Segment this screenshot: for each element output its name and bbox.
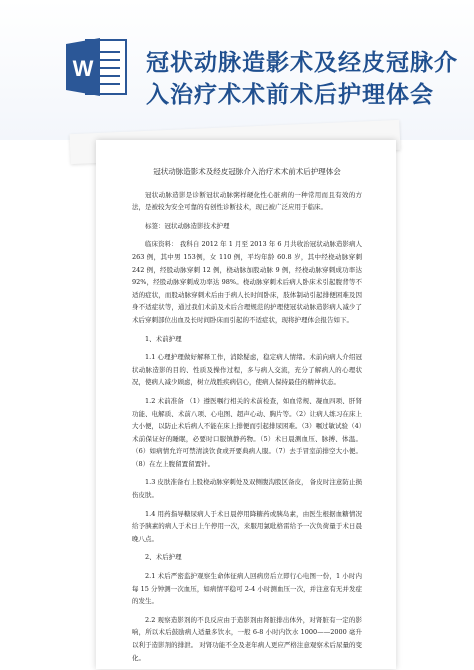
section-heading-postop: 2、术后护理 bbox=[145, 553, 182, 562]
keywords-paragraph: 标签：冠状动脉造影技术护理 bbox=[145, 221, 230, 230]
clinical-data-paragraph: 临床资料： 我科自 2012 年 1 月至 2013 年 6 月共收治冠状动脉造影病人263 例，其中男 153例，女 110 例，平均年龄 60.8 岁，其中经桡动脉穿刺 242 例，经股动脉穿刺 12 例，桡动脉加股动脉 9 例，经桡动脉穿刺成功率达92%，经股动脉穿刺成功率达 98%。桡动脉穿刺术后病人卧床术引起腹背等不适的症状，而股动脉穿刺术后由于病人长时间卧床，肢体制动引起排便困难及因身不适症状等，通过我们术前及术后合理规范的护理使冠状动脉造影病人减少了术后穿刺部位出血及长时间卧床而引起的不适症状，现将护理体会报告如下。 bbox=[132, 240, 362, 324]
page-title-line-2: 入治疗术术前术后护理体会 bbox=[146, 82, 434, 108]
document-body bbox=[132, 160, 362, 670]
logo-letter: W bbox=[72, 56, 94, 81]
paragraph-1-4: 1.4 用药指导糖尿病人于术日晨停用降糖药或胰岛素，由医生根据血糖情况给予胰素的病人于术日上午停用一次，来服用氯吡格雷给予一次负荷量于术日晨晚八点。 bbox=[132, 509, 362, 543]
word-document-icon bbox=[64, 36, 128, 98]
paragraph-1-3: 1.3 皮肤准备右上股桡动脉穿刺处及双侧腹沟股区备皮， 备皮时注意防止损伤皮肤。 bbox=[132, 478, 362, 500]
document-title: 冠状动脉造影术及经皮冠脉介入治疗术术前术后护理体会 bbox=[153, 167, 341, 176]
section-heading-preop: 1、术前护理 bbox=[145, 334, 182, 343]
paragraph-2-1: 2.1 术后严密监护观察生命体征病人回病房后立即行心电图一份，1 小时内每 15 分钟测一次血压，如病情平稳可 2-4 小时测血压一次，并注意有无并发症的发生。 bbox=[132, 572, 362, 606]
paragraph-1-2: 1.2 术前准备 （1）遵医嘱行相关的术前检查，如血常规、凝血四项、肝肾功能、电解质、术前八项、心电图、超声心动、胸片等。（2）让病人练习在床上大小便，以防止术后病人不能在床上排便而引起排尿困难。（3）嘱过敏试验（4）术前保证好的睡眠，必要时口服镇静药物。（5）术日晨测血压、脉搏、体温。（6）如病情允许可禁清淡饮食或开要典病人服。（7）去手冒室前排空大小便。（8）在左上腹留置留置针。 bbox=[132, 396, 362, 468]
header-banner bbox=[0, 0, 474, 140]
abstract-paragraph: 冠状动脉造影是诊断冠状动脉粥样硬化性心脏病的一种常用而且有效的方法，是被较为安全可靠的有创性诊断技术，现已被广泛应用于临床。 bbox=[132, 190, 362, 212]
paragraph-2-2: 2.2 观察造影剂的不良反应由于造影剂由肾脏排出体外，对肾脏有一定的影响，所以术后鼓励病人适量多饮水，一般 6-8 小时内饮水 1000——2000 毫升以利于造影剂的排泄。 对肾功能不全及老年病人更应严格注意观察术后尿量的变化。 bbox=[132, 615, 362, 662]
paragraph-1-1: 1.1 心理护理做好解释工作，消除疑虑，稳定病人情绪。术前向病人介绍冠状动脉造影的目的、性质及操作过程，多与病人交流，充分了解病人的心理状况，使病人减少顾虑，树立战胜疾病信心，使病人保持最佳的精神状态。 bbox=[132, 353, 362, 387]
page-title-line-1: 冠状动脉造影术及经皮冠脉介 bbox=[146, 50, 458, 76]
